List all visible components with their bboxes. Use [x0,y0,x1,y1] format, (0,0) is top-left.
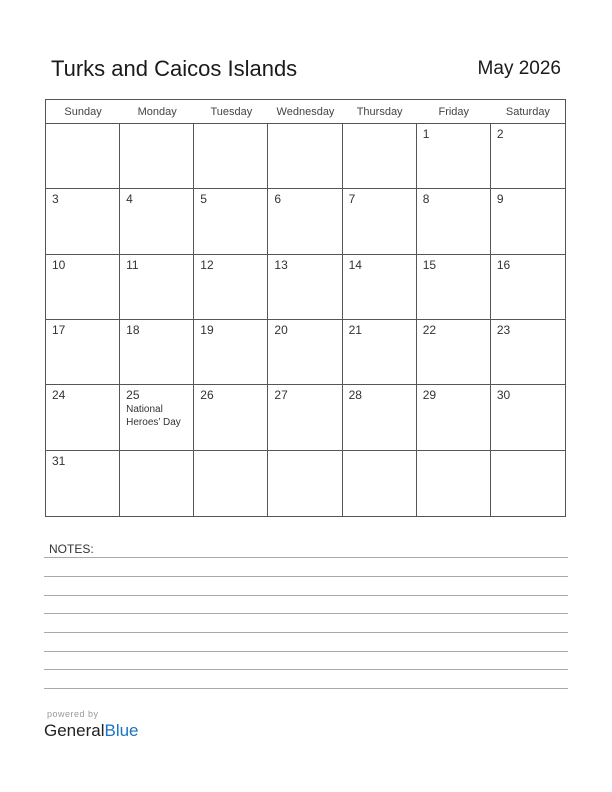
day-number: 5 [200,192,207,207]
day-cell [343,255,417,320]
day-cell [46,385,120,450]
day-cell [194,385,268,450]
day-number: 13 [274,257,288,272]
weekday-tuesday: Tuesday [210,106,253,118]
day-cell [417,320,491,385]
day-number: 22 [422,323,437,337]
day-cell [343,124,417,189]
notes-line [44,576,568,577]
day-number: 11 [126,257,139,272]
day-number: 24 [52,388,66,403]
day-cell [120,255,194,320]
weekday-thursday: Thursday [356,106,403,118]
day-cell [46,451,120,516]
powered-by-text: powered by [47,709,99,719]
day-number: 23 [496,323,511,337]
day-cell [120,124,194,189]
day-number: 20 [274,323,288,337]
calendar-country-title: Turks and Caicos Islands [51,56,298,81]
day-number: 8 [422,192,430,207]
day-number: 12 [200,257,214,272]
day-number: 18 [126,323,140,337]
weekday-friday: Friday [438,106,470,118]
day-number: 9 [496,192,504,207]
day-cell [343,451,417,516]
calendar-grid [45,99,566,517]
holiday-label: National Heroes’ Day [126,404,181,429]
brand-name-blue: Blue [104,721,139,740]
day-cell [417,255,491,320]
day-number: 28 [348,388,362,403]
day-cell [268,189,342,254]
weekday-sunday: Sunday [64,106,102,118]
day-cell [343,385,417,450]
day-number: 3 [52,192,59,207]
day-cell [491,451,565,516]
weekday-header [46,100,565,124]
day-cell [268,451,342,516]
day-number: 4 [126,192,133,207]
day-cell [120,385,194,450]
weekday-monday: Monday [137,106,177,118]
notes-line [44,632,568,633]
day-cell [46,124,120,189]
notes-label: NOTES: [49,542,94,556]
day-cell [46,320,120,385]
day-cell [491,320,565,385]
day-cell [491,255,565,320]
day-cell [417,124,491,189]
day-cell [120,189,194,254]
day-number: 25 [126,388,140,403]
day-cell [417,451,491,516]
day-number: 15 [422,257,437,272]
day-cell [268,124,342,189]
day-cell [46,255,120,320]
day-cell [268,255,342,320]
day-number: 31 [52,453,66,468]
day-cell [194,255,268,320]
notes-line [44,669,568,670]
day-cell [268,320,342,385]
day-number: 17 [52,323,66,337]
day-cell [268,385,342,450]
day-cell [417,189,491,254]
day-number: 29 [422,388,437,403]
calendar-month-title: May 2026 [477,58,561,79]
day-cell [417,385,491,450]
day-number: 27 [274,388,288,403]
day-cell [491,124,565,189]
day-cell [194,451,268,516]
day-cell [491,189,565,254]
weekday-wednesday: Wednesday [276,106,335,118]
day-cell [194,124,268,189]
day-number: 14 [348,257,362,272]
day-cell [120,451,194,516]
day-cell [46,189,120,254]
notes-line [44,688,568,689]
weekday-saturday: Saturday [505,106,550,118]
day-number: 2 [496,127,504,141]
day-number: 6 [274,192,282,207]
day-number: 26 [200,388,214,403]
notes-line [44,557,568,558]
notes-line [44,595,568,596]
brand-name-general: General [44,721,105,740]
notes-line [44,613,568,614]
day-number: 1 [422,127,430,141]
brand-logo [44,721,139,741]
day-number: 7 [348,192,356,207]
day-cell [343,320,417,385]
day-number: 16 [496,257,511,272]
notes-line [44,651,568,652]
day-number: 21 [348,323,362,337]
day-cell [120,320,194,385]
day-number: 30 [496,388,511,403]
day-cell [194,189,268,254]
day-number: 10 [52,257,66,272]
day-number: 19 [200,323,214,337]
day-cell [194,320,268,385]
day-cell [491,385,565,450]
day-cell [343,189,417,254]
days-grid [46,124,565,516]
